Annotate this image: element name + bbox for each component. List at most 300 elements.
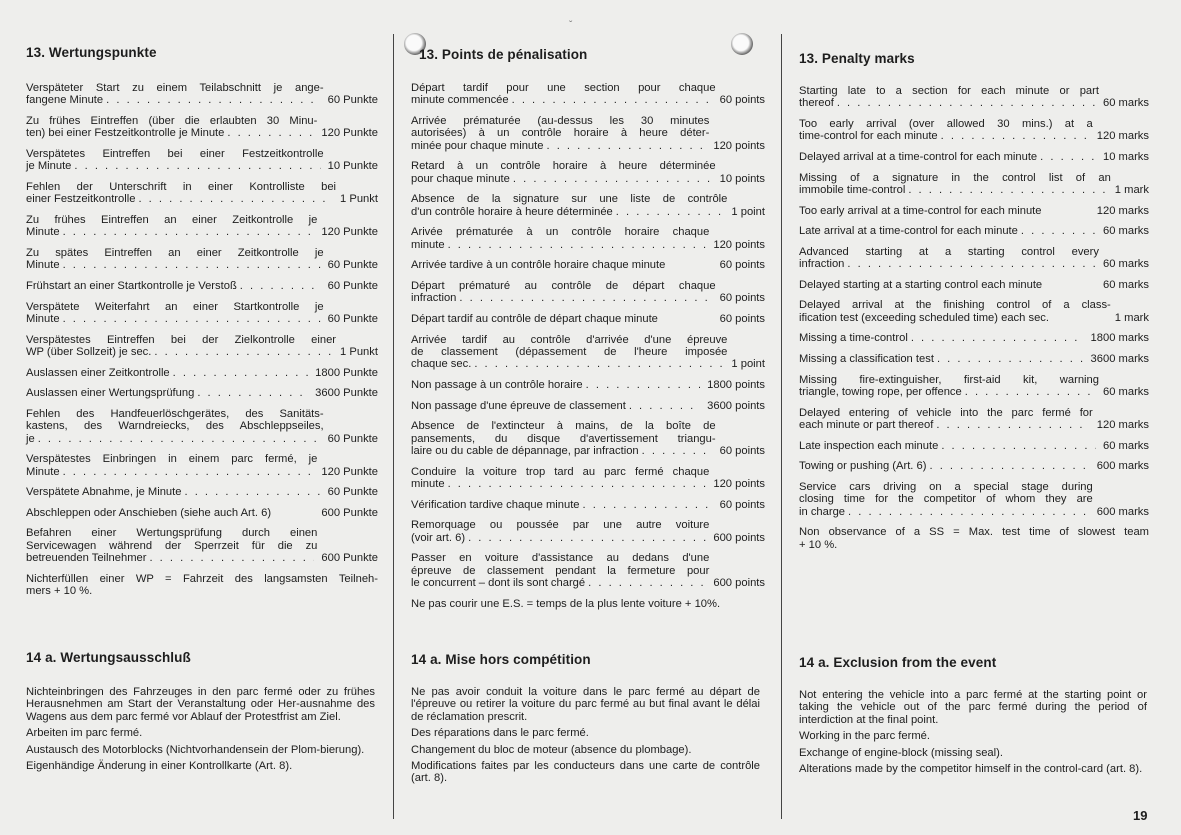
penalty-value: 120 points — [713, 478, 765, 490]
leader-dots — [38, 433, 321, 445]
penalty-entry — [411, 598, 765, 610]
penalty-description — [411, 466, 709, 491]
penalty-description — [799, 374, 1099, 399]
section-title-exclusion-en: 14 a. Exclusion from the event — [799, 655, 997, 670]
penalty-value: 1 Punkt — [340, 193, 378, 206]
penalty-value: 120 marks — [1096, 130, 1149, 143]
penalty-description — [799, 246, 1099, 271]
penalty-description — [799, 299, 1111, 324]
penalty-entry — [799, 353, 1149, 365]
description-line: Minute — [26, 226, 60, 239]
penalty-value: 60 points — [719, 313, 765, 325]
leader-dots — [908, 184, 1107, 196]
penalty-entry — [26, 507, 378, 519]
penalty-entry — [411, 420, 765, 457]
description-last-line — [411, 94, 716, 106]
description-last-line — [799, 205, 1093, 217]
penalty-value: 600 Punkte — [321, 552, 378, 565]
description-last-line — [26, 466, 317, 478]
penalty-entry — [411, 499, 765, 511]
penalty-entry — [26, 387, 378, 399]
penalty-description — [799, 172, 1111, 197]
description-last-line — [26, 127, 317, 139]
leader-dots — [63, 259, 321, 271]
description-line: laire ou du cable de dépannage, par infraction — [411, 445, 639, 457]
description-last-line — [26, 552, 317, 564]
description-last-line — [799, 506, 1093, 518]
penalty-entry — [26, 181, 378, 206]
description-last-line — [799, 279, 1099, 291]
penalty-value: 120 points — [713, 238, 765, 251]
leader-dots — [616, 206, 725, 218]
penalty-entry — [26, 115, 378, 140]
penalty-value: 120 Punkte — [321, 127, 378, 140]
binder-hole-right — [731, 33, 753, 55]
penalty-value: 600 points — [713, 577, 765, 589]
description-line: Zu frühes Eintreffen an einer Zeitkontrolle je — [26, 214, 318, 226]
description-line: Starting late to a section for each minute or part — [799, 85, 1099, 97]
penalty-description — [799, 481, 1093, 518]
description-line: Service cars driving on a special stage during — [799, 480, 1093, 493]
penalty-entry — [411, 379, 765, 391]
description-last-line — [411, 598, 765, 610]
penalty-value: 60 Punkte — [327, 486, 378, 499]
penalty-description — [799, 332, 1087, 344]
penalty-value: 60 marks — [1102, 439, 1149, 452]
penalty-list-fr — [411, 82, 765, 618]
section-title-penalty-de: 13. Wertungspunkte — [26, 45, 157, 60]
description-line: Missing fire-extinguisher, first-aid kit, warning — [799, 373, 1099, 386]
penalty-value: 60 points — [719, 94, 765, 107]
description-line: je — [26, 432, 35, 445]
penalty-value: 10 marks — [1102, 151, 1149, 163]
exclusion-text-fr — [411, 686, 760, 789]
description-line: minute commencée — [411, 94, 509, 107]
penalty-value: 60 marks — [1102, 225, 1149, 238]
description-line: Minute — [26, 259, 60, 272]
description-last-line — [26, 367, 311, 379]
description-last-line — [799, 258, 1099, 270]
penalty-description — [26, 148, 324, 173]
penalty-description — [799, 225, 1099, 237]
leader-dots — [588, 577, 706, 589]
description-line: fangene Minute — [26, 94, 104, 107]
penalty-description — [799, 460, 1093, 472]
penalty-description — [411, 552, 709, 589]
description-line: infraction — [799, 258, 845, 271]
description-line: in charge — [799, 505, 846, 518]
penalty-list-en — [799, 85, 1149, 559]
exclusion-paragraph: Des réparations dans le parc fermé. — [411, 727, 589, 740]
section-title-penalty-en: 13. Penalty marks — [799, 51, 915, 66]
penalty-description — [26, 527, 317, 564]
leader-dots — [936, 419, 1089, 431]
penalty-description — [411, 313, 716, 325]
penalty-description — [26, 115, 317, 140]
description-line: Fehlen der Unterschrift in einer Kontrolliste bei — [26, 181, 337, 193]
penalty-description — [26, 214, 317, 239]
penalty-entry — [26, 247, 378, 272]
description-line: einer Festzeitkontrolle — [26, 193, 136, 206]
penalty-description — [26, 387, 311, 399]
penalty-value: 120 marks — [1096, 418, 1149, 431]
leader-dots — [448, 478, 707, 490]
penalty-description — [411, 334, 727, 371]
leader-dots — [848, 506, 1090, 518]
penalty-value: 600 marks — [1096, 505, 1149, 518]
penalty-description — [799, 353, 1087, 365]
leader-dots — [240, 280, 321, 292]
description-line: Passer en voiture d'assistance au dedans d'une — [411, 552, 710, 565]
description-line: mers + 10 %. — [26, 585, 93, 598]
description-last-line — [26, 259, 324, 271]
penalty-description — [411, 499, 716, 511]
penalty-entry — [799, 118, 1149, 143]
description-last-line — [26, 387, 311, 399]
penalty-value: 60 points — [719, 259, 765, 272]
description-line: Non observance of a SS = Max. test time of slowest team — [799, 526, 1149, 539]
penalty-value: 60 Punkte — [327, 94, 378, 107]
penalty-entry — [799, 151, 1149, 163]
description-line: Arrivée tardive à un contrôle horaire chaque minute — [411, 259, 666, 272]
leader-dots — [74, 160, 320, 172]
description-line: thereof — [799, 97, 834, 110]
description-last-line — [411, 292, 716, 304]
exclusion-paragraph: Nichteinbringen des Fahrzeuges in den parc fermé oder zu frühes Herausnehmen am Start der Veranstaltung oder Her-ausnahme des Wagens aus dem parc fermé vor Ablauf der Protestfrist am Ziel. — [26, 686, 375, 723]
penalty-value: 600 marks — [1096, 460, 1149, 473]
penalty-description — [799, 279, 1099, 291]
description-line: ification test (exceeding scheduled time) each sec. — [799, 311, 1049, 324]
penalty-value: 10 Punkte — [327, 160, 378, 173]
penalty-value: 1800 Punkte — [315, 366, 378, 379]
penalty-entry — [26, 148, 378, 173]
description-last-line — [26, 346, 336, 358]
description-line: Minute — [26, 465, 60, 478]
leader-dots — [586, 379, 700, 391]
penalty-entry — [799, 407, 1149, 432]
description-line: pansements, du disque d'avertissement triangu- — [411, 432, 716, 445]
description-last-line — [411, 400, 703, 412]
penalty-entry — [26, 573, 378, 598]
leader-dots — [468, 532, 706, 544]
penalty-description — [26, 280, 324, 292]
description-last-line — [411, 379, 703, 391]
description-last-line — [799, 460, 1093, 472]
description-line: Too early arrival at a time-control for each minute — [799, 204, 1042, 217]
description-line: Zu frühes Eintreffen (über die erlaubten 30 Minu- — [26, 115, 318, 127]
penalty-entry — [411, 400, 765, 412]
penalty-description — [411, 519, 709, 544]
description-line: de classement (dépassement de l'heure imposée — [411, 346, 728, 358]
penalty-description — [26, 334, 336, 359]
penalty-description — [26, 486, 324, 498]
penalty-description — [411, 259, 716, 271]
description-line: Non passage à un contrôle horaire — [411, 379, 583, 391]
penalty-entry — [799, 246, 1149, 271]
description-line: Abschleppen oder Anschieben (siehe auch Art. 6) — [26, 506, 272, 519]
penalty-value: 1800 marks — [1090, 332, 1149, 345]
penalty-entry — [26, 486, 378, 498]
penalty-value: 60 points — [719, 445, 765, 457]
leader-dots — [965, 386, 1096, 398]
description-line: Servicewagen während der Sperrzeit für die zu — [26, 539, 318, 552]
description-line: Départ tardif pour une section pour chaque — [411, 82, 716, 94]
penalty-entry — [26, 280, 378, 292]
description-line: Absence de l'extincteur à mains, de la boîte de — [411, 420, 716, 433]
penalty-entry — [799, 526, 1149, 551]
description-line: Too early arrival (over allowed 30 mins.) at a — [799, 118, 1093, 130]
description-line: Verspätete Abnahme, je Minute — [26, 486, 182, 499]
penalty-entry — [799, 172, 1149, 197]
penalty-entry — [26, 367, 378, 379]
penalty-entry — [799, 225, 1149, 237]
description-line: Advanced starting at a starting control every — [799, 245, 1099, 258]
penalty-description — [799, 205, 1093, 217]
description-line: Ne pas courir une E.S. = temps de la plus lente voiture + 10%. — [411, 597, 721, 610]
description-line: Missing a classification test — [799, 352, 934, 365]
penalty-entry — [26, 527, 378, 564]
description-last-line — [26, 226, 317, 238]
penalty-description — [799, 151, 1099, 163]
leader-dots — [911, 332, 1084, 344]
penalty-entry — [411, 115, 765, 152]
penalty-entry — [411, 552, 765, 589]
description-line: pour chaque minute — [411, 172, 510, 185]
description-last-line — [26, 160, 324, 172]
description-last-line — [411, 445, 716, 457]
penalty-description — [411, 115, 709, 152]
penalty-entry — [411, 160, 765, 185]
description-line: time-control for each minute — [799, 130, 938, 143]
exclusion-paragraph: Eigenhändige Änderung in einer Kontrollkarte (Art. 8). — [26, 760, 293, 773]
description-line: Arrivée tardif au contrôle d'arrivée d'une épreuve — [411, 333, 728, 346]
penalty-entry — [799, 279, 1149, 291]
penalty-description — [26, 367, 311, 379]
penalty-value: 120 Punkte — [321, 465, 378, 478]
description-last-line — [799, 440, 1099, 452]
description-line: + 10 %. — [799, 538, 838, 551]
leader-dots — [149, 552, 314, 564]
description-last-line — [799, 97, 1099, 109]
penalty-entry — [411, 334, 765, 371]
description-last-line — [411, 259, 716, 271]
penalty-value: 1800 points — [707, 379, 765, 391]
penalty-value: 3600 Punkte — [315, 387, 378, 400]
description-last-line — [411, 239, 709, 251]
penalty-entry — [26, 82, 378, 107]
description-line: triangle, towing rope, per offence — [799, 385, 962, 398]
penalty-value: 1 mark — [1114, 311, 1149, 324]
description-line: épreuve de classement pendant la fermeture pour — [411, 564, 710, 577]
leader-dots — [106, 94, 320, 106]
penalty-entry — [411, 226, 765, 251]
description-line: Départ prématuré au contrôle de départ chaque — [411, 280, 716, 292]
penalty-description — [799, 85, 1099, 110]
penalty-entry — [26, 334, 378, 359]
description-line: Auslassen einer Zeitkontrolle — [26, 366, 170, 379]
description-line: (voir art. 6) — [411, 531, 466, 544]
penalty-description — [411, 420, 716, 457]
description-line: Remorquage ou poussée par une autre voiture — [411, 519, 710, 532]
column-divider — [781, 34, 782, 819]
description-line: Delayed arrival at a time-control for each minute — [799, 151, 1038, 163]
description-line: Frühstart an einer Startkontrolle je Verstoß — [26, 280, 237, 292]
leader-dots — [513, 173, 713, 185]
description-line: kastens, des Warndreiecks, des Abschleppseiles, — [26, 420, 324, 433]
leader-dots — [941, 130, 1090, 142]
description-last-line — [26, 313, 324, 325]
description-last-line — [411, 499, 716, 511]
leader-dots — [546, 140, 706, 152]
description-line: closing time for the competitor of whom they are — [799, 493, 1093, 506]
leader-dots — [1040, 151, 1096, 163]
penalty-value: 60 points — [719, 498, 765, 511]
description-last-line — [799, 225, 1099, 237]
penalty-entry — [799, 440, 1149, 452]
description-line: le concurrent – dont ils sont chargé — [411, 577, 586, 589]
penalty-description — [799, 440, 1099, 452]
exclusion-text-en — [799, 689, 1147, 779]
leader-dots — [629, 400, 700, 412]
penalty-value: 120 Punkte — [321, 226, 378, 239]
penalty-description — [799, 526, 1149, 551]
penalty-entry — [411, 280, 765, 305]
description-last-line — [411, 577, 709, 589]
penalty-value: 600 points — [713, 531, 765, 544]
description-last-line — [411, 478, 709, 490]
penalty-list-de — [26, 82, 378, 606]
description-last-line — [26, 280, 324, 292]
description-last-line — [799, 332, 1087, 344]
description-line: Fehlen des Handfeuerlöschgerätes, des Sanitäts- — [26, 407, 324, 420]
description-line: Verspäteter Start zu einem Teilabschnitt je ange- — [26, 82, 324, 94]
description-last-line — [26, 507, 317, 519]
description-last-line — [799, 151, 1099, 163]
description-line: Delayed starting at a starting control each minute — [799, 278, 1043, 291]
description-line: Minute — [26, 313, 60, 325]
description-line: Verspätestes Einbringen in einem parc fermé, je — [26, 453, 318, 466]
exclusion-paragraph: Exchange of engine-block (missing seal). — [799, 746, 1003, 759]
leader-dots — [459, 292, 712, 304]
description-last-line — [799, 312, 1111, 324]
description-last-line — [26, 486, 324, 498]
scan-mark: ˇ — [569, 20, 573, 31]
description-last-line — [411, 206, 727, 218]
penalty-description — [26, 247, 324, 272]
description-line: Retard à un contrôle horaire à heure déterminée — [411, 160, 716, 173]
description-last-line — [799, 353, 1087, 365]
penalty-value: 10 points — [719, 172, 765, 185]
leader-dots — [847, 258, 1096, 270]
description-line: Delayed entering of vehicle into the parc fermé for — [799, 406, 1093, 419]
column-divider — [393, 34, 394, 819]
description-line: Verspätete Weiterfahrt an einer Startkontrolle je — [26, 300, 324, 313]
penalty-description — [799, 407, 1093, 432]
page-number: 19 — [1133, 808, 1148, 823]
penalty-entry — [411, 519, 765, 544]
penalty-value: 60 marks — [1102, 258, 1149, 271]
penalty-value: 60 marks — [1102, 278, 1149, 291]
description-last-line — [799, 184, 1111, 196]
description-line: minute — [411, 238, 445, 251]
leader-dots — [227, 127, 314, 139]
description-line: ten) bei einer Festzeitkontrolle je Minute — [26, 127, 225, 140]
penalty-entry — [799, 205, 1149, 217]
description-line: Nichterfüllen einer WP = Fahrzeit des langsamsten Teilneh- — [26, 572, 378, 585]
description-line: je Minute — [26, 160, 72, 173]
description-last-line — [26, 585, 378, 597]
description-line: betreuenden Teilnehmer — [26, 552, 147, 565]
description-line: Verspätestes Eintreffen bei der Zielkontrolle einer — [26, 333, 337, 346]
leader-dots — [474, 358, 724, 370]
description-line: chaque sec. — [411, 358, 472, 371]
penalty-value: 60 Punkte — [327, 280, 378, 292]
penalty-description — [411, 280, 716, 305]
penalty-description — [799, 118, 1093, 143]
leader-dots — [138, 193, 333, 205]
description-line: Auslassen einer Wertungsprüfung — [26, 387, 195, 400]
penalty-entry — [799, 85, 1149, 110]
penalty-entry — [799, 460, 1149, 472]
exclusion-paragraph: Alterations made by the competitor himself in the control-card (art. 8). — [799, 763, 1143, 776]
penalty-description — [26, 453, 317, 478]
description-line: Late inspection each minute — [799, 439, 939, 452]
description-line: Absence de la signature sur une liste de contrôle — [411, 193, 728, 206]
exclusion-paragraph: Changement du bloc de moteur (absence du plombage). — [411, 743, 692, 756]
penalty-description — [411, 226, 709, 251]
leader-dots — [937, 353, 1084, 365]
leader-dots — [1021, 225, 1096, 237]
penalty-entry — [411, 82, 765, 107]
leader-dots — [154, 346, 333, 358]
section-title-penalty-fr: 13. Points de pénalisation — [419, 47, 588, 62]
description-line: infraction — [411, 292, 457, 305]
description-line: immobile time-control — [799, 184, 906, 196]
section-title-exclusion-de: 14 a. Wertungsausschluß — [26, 650, 191, 665]
penalty-entry — [26, 301, 378, 326]
penalty-value: 3600 marks — [1090, 352, 1149, 365]
description-line: Départ tardif au contrôle de départ chaque minute — [411, 313, 658, 325]
description-line: Delayed arrival at the finishing control of a class- — [799, 299, 1111, 312]
penalty-entry — [411, 313, 765, 325]
penalty-value: 3600 points — [707, 399, 765, 412]
description-line: Arrivée prématurée (au-dessus les 30 minutes — [411, 115, 710, 127]
penalty-value: 60 Punkte — [327, 259, 378, 272]
exclusion-paragraph: Working in the parc fermé. — [799, 730, 930, 743]
description-line: each minute or part thereof — [799, 418, 934, 431]
leader-dots — [837, 97, 1096, 109]
leader-dots — [184, 486, 320, 498]
description-line: WP (über Sollzeit) je sec. — [26, 346, 152, 358]
description-last-line — [411, 313, 716, 325]
penalty-description — [411, 400, 703, 412]
penalty-value: 1 point — [731, 205, 765, 218]
description-last-line — [799, 130, 1093, 142]
section-title-exclusion-fr: 14 a. Mise hors compétition — [411, 652, 591, 667]
penalty-value: 1 point — [731, 358, 765, 371]
penalty-value: 120 marks — [1096, 204, 1149, 217]
leader-dots — [173, 367, 309, 379]
penalty-description — [26, 507, 317, 519]
description-last-line — [26, 433, 324, 445]
penalty-entry — [26, 214, 378, 239]
description-line: Late arrival at a time-control for each minute — [799, 225, 1018, 238]
penalty-value: 60 Punkte — [327, 313, 378, 325]
penalty-entry — [799, 481, 1149, 518]
description-line: Non passage d'une épreuve de classement — [411, 399, 626, 412]
leader-dots — [63, 313, 321, 325]
description-line: autorisées) à un contrôle horaire à heure déter- — [411, 127, 710, 140]
